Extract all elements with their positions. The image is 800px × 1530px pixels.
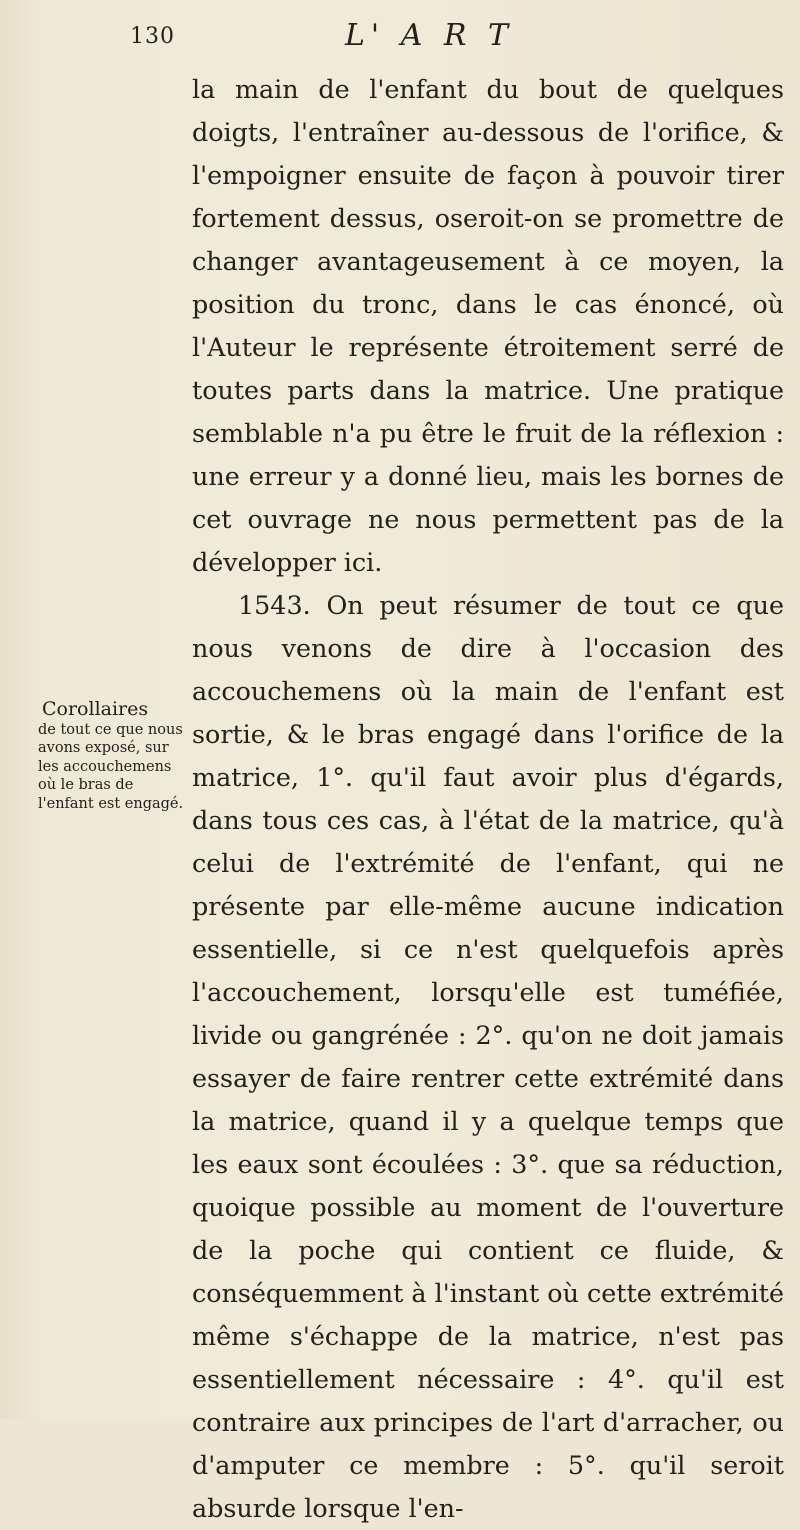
paragraph-continuation: la main de l'enfant du bout de quelques doigts, l'entraîner au-dessous de l'orifice, & l'empoigner ensuite de façon à pouvoir tirer fortement dessus, oseroit-on se promettre de changer avantageusement à ce moyen, la position du tronc, dans le cas énoncé, où l'Auteur le représente étroitement serré de toutes parts dans la matrice. Une pratique semblable n'a pu être le fruit de la réflexion : une erreur y a donné lieu, mais les bornes de cet ouvrage ne nous permettent pas de la développer ici. <box>192 74 784 577</box>
page-number: 130 <box>130 24 175 49</box>
page-header <box>0 14 800 64</box>
body-text <box>192 68 784 1530</box>
margin-note-title: Corollaires <box>42 698 149 720</box>
running-title: L' A R T <box>345 18 515 53</box>
margin-note <box>38 700 188 813</box>
margin-note-body: de tout ce que nous avons exposé, sur les accouchemens où le bras de l'enfant est engagé. <box>38 721 184 812</box>
paragraph-1543: 1543. On peut résumer de tout ce que nous venons de dire à l'occasion des accouchemens où la main de l'enfant est sortie, & le bras engagé dans l'orifice de la matrice, 1°. qu'il faut avoir plus d'égards, dans tous ces cas, à l'état de la matrice, qu'à celui de l'extrémité de l'enfant, qui ne présente par elle-même aucune indication essentielle, si ce n'est quelquefois après l'accouchement, lorsqu'elle est tuméfiée, livide ou gangrénée : 2°. qu'on ne doit jamais essayer de faire rentrer cette extrémité dans la matrice, quand il y a quelque temps que les eaux sont écoulées : 3°. que sa réduction, quoique possible au moment de l'ouverture de la poche qui contient ce fluide, & conséquemment à l'instant où cette extrémité même s'échappe de la matrice, n'est pas essentiellement nécessaire : 4°. qu'il est contraire aux principes de l'art d'arracher, ou d'amputer ce membre : 5°. qu'il seroit absurde lorsque l'en- <box>192 590 784 1523</box>
